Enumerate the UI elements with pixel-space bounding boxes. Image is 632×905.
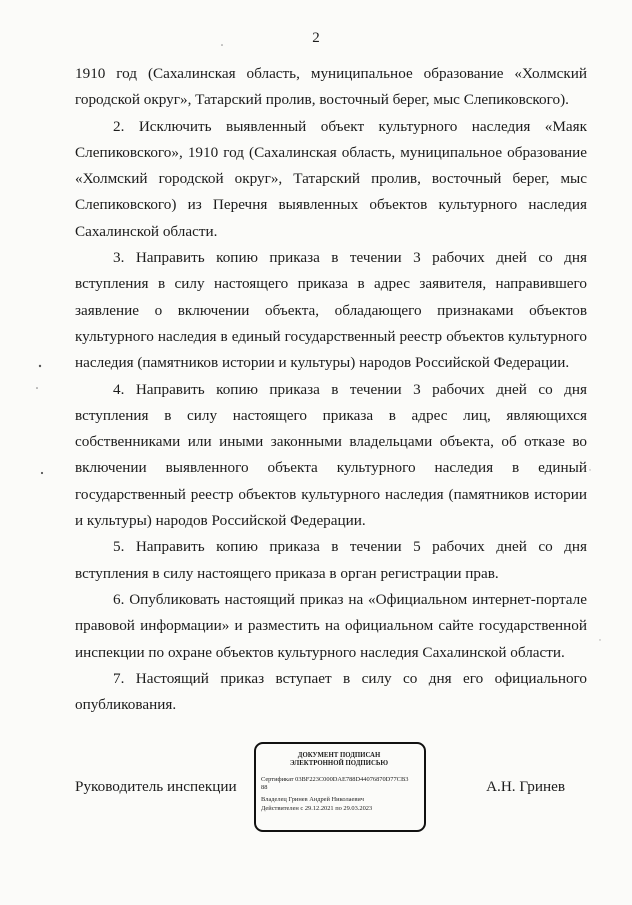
signer-name: А.Н. Гринев [486, 778, 565, 795]
paragraph-item-2: 2. Исключить выявленный объект культурного наследия «Маяк Слепиковского», 1910 год (Сахалинская область, муниципальное образование «Холмский городской округ», Татарский пролив, восточный берег, мыс Слепиковского) из Перечня выявленных объектов культурного наследия Сахалинской области. [75, 117, 587, 240]
paragraph-item-3: 3. Направить копию приказа в течении 3 рабочих дней со дня вступления в силу настоящего приказа в адрес заявителя, направившего заявление о включении объекта, обладающего признаками объектов культурного наследия в единый государственный реестр объектов культурного наследия (памятников истории и культуры) народов Российской Федерации. [75, 249, 587, 372]
stamp-certificate-continued: 88 [261, 784, 268, 792]
signer-title: Руководитель инспекции [75, 778, 237, 795]
stamp-header-line-2: ЭЛЕКТРОННОЙ ПОДПИСЬЮ [289, 760, 389, 768]
paragraph-item-6: 6. Опубликовать настоящий приказ на «Официальном интернет-портале правовой информации» и разместить на официальном сайте государственной инспекции по охране объектов культурного наследия Сахалинской области. [75, 590, 587, 661]
stamp-certificate: Сертификат 03BF223C000DAE788D44076870D77CB3 [261, 775, 409, 783]
page-number: 2 [312, 30, 320, 46]
paragraph-item-4: 4. Направить копию приказа в течении 3 рабочих дней со дня вступления в силу настоящего приказа в адрес лиц, являющихся собственниками или иными законными владельцами объекта, об отказе во включении выявленного объекта культурного наследия в единый государственный реестр объектов культурного наследия (памятников истории и культуры) народов Российской Федерации. [75, 380, 587, 530]
paragraph-item-5: 5. Направить копию приказа в течении 5 рабочих дней со дня вступления в силу настоящего приказа в орган регистрации прав. [75, 538, 587, 582]
electronic-signature-stamp [254, 742, 426, 832]
stamp-header [261, 752, 417, 769]
document-body [75, 61, 587, 718]
paragraph-continuation: 1910 год (Сахалинская область, муниципальное образование «Холмский городской округ», Татарский пролив, восточный берег, мыс Слепиковского). [75, 65, 587, 109]
stamp-header-line-1: ДОКУМЕНТ ПОДПИСАН [297, 752, 381, 759]
stamp-owner: Владелец Гринев Андрей Николаевич [261, 796, 364, 803]
signature-block [75, 742, 587, 834]
paragraph-item-7: 7. Настоящий приказ вступает в силу со дня его официального опубликования. [75, 669, 587, 714]
stamp-validity: Действителен с 29.12.2021 по 29.03.2023 [261, 804, 373, 812]
